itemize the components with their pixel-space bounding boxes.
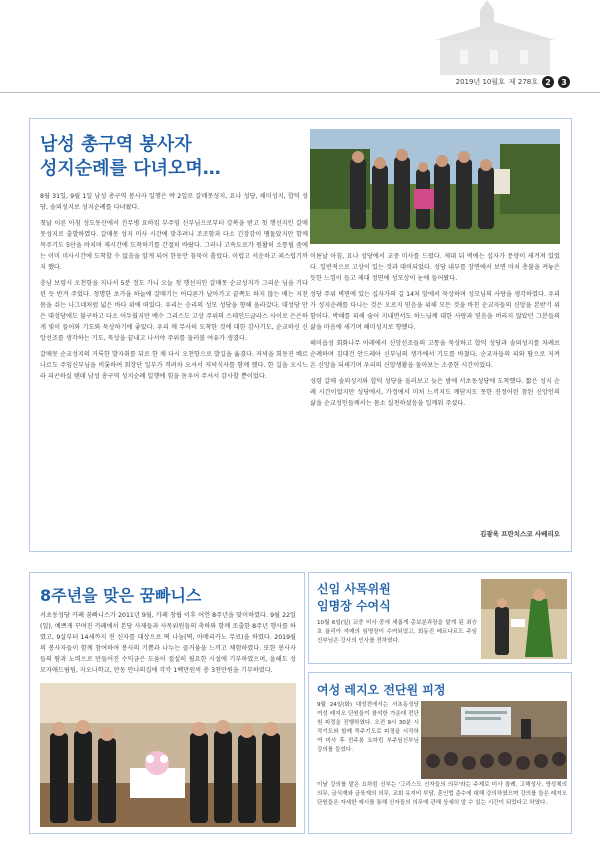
header-divider <box>0 92 600 93</box>
paragraph: 해미읍성 회화나무 아래에서 신앙선조들의 고통을 묵상하고 합덕 성당과 솔뫼성지를 차례로 순례하며 김대건 안드레아 신부님의 생가에서 기도를 바쳤다. 순교자들의 피와 땀으로 지켜 온 신앙을 되새기며 우리의 신앙생활을 돌아보는 소중한 시간이었다. <box>310 340 560 369</box>
anniversary-text: 서초동성당 카페 꿈빠니스가 2011년 9월, 카페 창립 이후 어언 8주년을 맞이하였다. 9월 22일(일), 예쁘게 꾸며진 카페에서 본당 사제들과 사목위원들의 축하와 함께 조출한 8주년 행사를 하였고, 9살부터 14세까지 전 신자를 대상으로 떡 나눔(떡, 아메리카노 무료)을 하였다. 2019월의 봉사자들이 함께 참여하여 봉사의 기쁨과 나누는 즐거움을 느끼고 체험하였다. 또한 봉사자들의 땀과 노력으로 만들어진 수익금은 도움이 절실히 필요한 시설에 기부하였으며, 올해도 성모자애드림팀, 자오나학교, 안동 안나의집에 각각 1백만원씩 총 3천만원을 기부하였다. <box>40 612 296 674</box>
paragraph: 갈매못 순교성지의 거룩한 발자취를 뒤로 한 채 다시 오천항으로 발길을 옮겼다. 저녁을 회동진 베르나르도 주임신부님을 비롯하여 회장단 일부가 격려차 오셔서 저녁식사를 함께 했다. 한 길을 오시느라 피곤하실 텐데 남성 총구역 성지순례 일행에 힘을 돋우어 주셔서 감사할 뿐이었다. <box>40 351 308 380</box>
appointment-text: 10월 6일(일) 교중 미사 중에 새롭게 총보분과장을 맡게 된 최승호 율리아 자매의 임명장이 수여되었고, 회동진 베르나르도 주임신부님은 강사의 인사를 전하였다. <box>317 620 477 644</box>
page-number-left: 2 <box>542 76 554 88</box>
appointment-article <box>308 572 572 664</box>
main-article <box>29 118 572 552</box>
anniversary-article <box>29 572 305 834</box>
paragraph: 첫날 이른 아침 성도동산에서 진무병 요하킴 부주임 신부님으로부터 강복을 받고 첫 행선지인 갈매못성지로 출발하였다. 갈매못 성지 미사 시간에 맞추려니 조조함과 다소 긴장감이 맴돌았지만 함께 목주기도 5단을 바치며 제시간에 도착하기를 간절히 바랐다. 그러나 고속도로가 원활히 소통될 줌에는 이미 미사시간에 도착할 수 없음을 알게 되어 한동안 침묵이 흘렀다. 이럽고 서운하고 죄스럽기까지 했다. <box>40 220 308 271</box>
paragraph: 성령 갈매 솔뫼성지와 합덕 성당을 둘러보고 늦은 밤에 서초동성당에 도착했다. 짧은 성지 순례 시간이었지만 성당에서, 가정에서 미처 느끼지도 깨닫지도 못한 진정어린 참된 신앙인의 삶을 순교성인들께서는 몸소 실천하셨음을 일깨워 주셨다. <box>310 378 560 407</box>
retreat-lecture-photo <box>421 701 567 779</box>
church-illustration <box>420 0 570 80</box>
paragraph: 이튿날 아침, 요나 성당에서 교중 미사를 드렸다. 제대 뒤 벽에는 십자가 문양이 새겨져 있었다. 일반적으로 고상이 있는 것과 대비되었다. 성당 내부를 장면에서 보면 마치 촛불을 켜놓은 듯한 느낌이 들고 제대 정면에 성모상이 눈에 들어왔다. <box>310 253 560 282</box>
main-article-right-column <box>310 251 560 414</box>
legio-retreat-title: 여성 레지오 전단원 피정 <box>317 683 446 697</box>
legio-retreat-text-bottom: 이날 강의를 맡은 요하킴 신부는 '그리스도 신자들의 의무'라는 주제로 미사 참례, 고해성사, 영성체의 의무, 금식재와 금육재의 의무, 교회 유지비 부담, 혼인법 준수에 대해 강의하였으며 강의를 들은 레지오 단원들은 자세한 예시를 통해 신자들의 의무에 관해 상세히 알 수 있는 시간이 되었다고 하였다. <box>317 782 567 806</box>
paragraph: 성당 주위 벽면에 있는 십자가의 길 14처 앞에서 묵상하며 성모님의 사랑을 생각하였다. 우리가 성지순례를 다니는 것은 오로지 믿음을 위해 모든 것을 바친 순교자들의 신앙을 본받기 위함이다. 박해를 피해 숨어 지내면서도 하느님께 대한 사랑과 믿음을 버리지 않았던 그분들의 삶을 마음에 새기며 해미성지로 향했다. <box>310 291 560 331</box>
page-number-right: 3 <box>558 76 570 88</box>
issue-date: 2019년 10월호 <box>455 78 505 86</box>
anniversary-title: 8주년을 맞은 꿈빠니스 <box>40 586 202 605</box>
article-byline: 김광욱 프란치스코 사베리오 <box>480 530 560 538</box>
legio-retreat-article <box>308 672 572 834</box>
issue-number: 제 278호 <box>508 78 538 86</box>
cafe-group-photo <box>40 683 296 827</box>
pilgrimage-group-photo <box>310 129 560 244</box>
paragraph: 8월 31일, 9월 1일 남성 총구역 봉사자 일행은 박 2일로 갈매못성지, 요나 성당, 해미성지, 합덕 성당, 솔뫼성지로 성지순례를 다녀왔다. <box>40 193 308 211</box>
paragraph: 충남 보령시 오천항을 지나서 5분 정도 가니 오늘 첫 행선지인 갈매못 순교성지가 그리운 님을 기다린 듯 반겨 주었다. 청명한 초가을 하늘에 갈매기는 어디론가 날아가고 끝쪽도 하지 않는 배는 지친 몸을 쉬는 나그네처럼 넓은 바다 위에 떠있다. 우리는 승리의 성모 성당을 향해 올라갔다. 대성당 안은 대성당에도 불구하고 다소 어두웠지만 예수 그리스도 고상 주위의 스테인드글라스 사이로 은은하게 빛이 들어와 기도와 묵상하기에 좋았다. 우리 께 무사히 도착한 것에 대한 감사기도, 순교하신 신앙선조를 생각하는 기도, 묵상을 끝내고 나서야 주위를 둘러볼 여유가 생겼다. <box>40 280 308 342</box>
legio-retreat-text-top: 9월 24일(화) 대성전에서는 서초동성당 여성 레지오 단원들이 참석한 가운데 전단원 피정을 진행하였다. 오전 9시 30분 시작기도와 함께 묵주기도로 피정을 시작하여 미사 후 전주봉 요하킴 부주임신부님 강의를 들었다. <box>317 702 419 753</box>
appointment-title: 신임 사목위원 임명장 수여식 <box>317 582 391 613</box>
page-header <box>0 0 600 100</box>
main-article-left-column <box>40 191 308 387</box>
appointment-photo <box>481 579 567 659</box>
main-article-title: 남성 총구역 봉사자 성지순례를 다녀오며… <box>40 134 221 179</box>
issue-info <box>456 76 570 88</box>
